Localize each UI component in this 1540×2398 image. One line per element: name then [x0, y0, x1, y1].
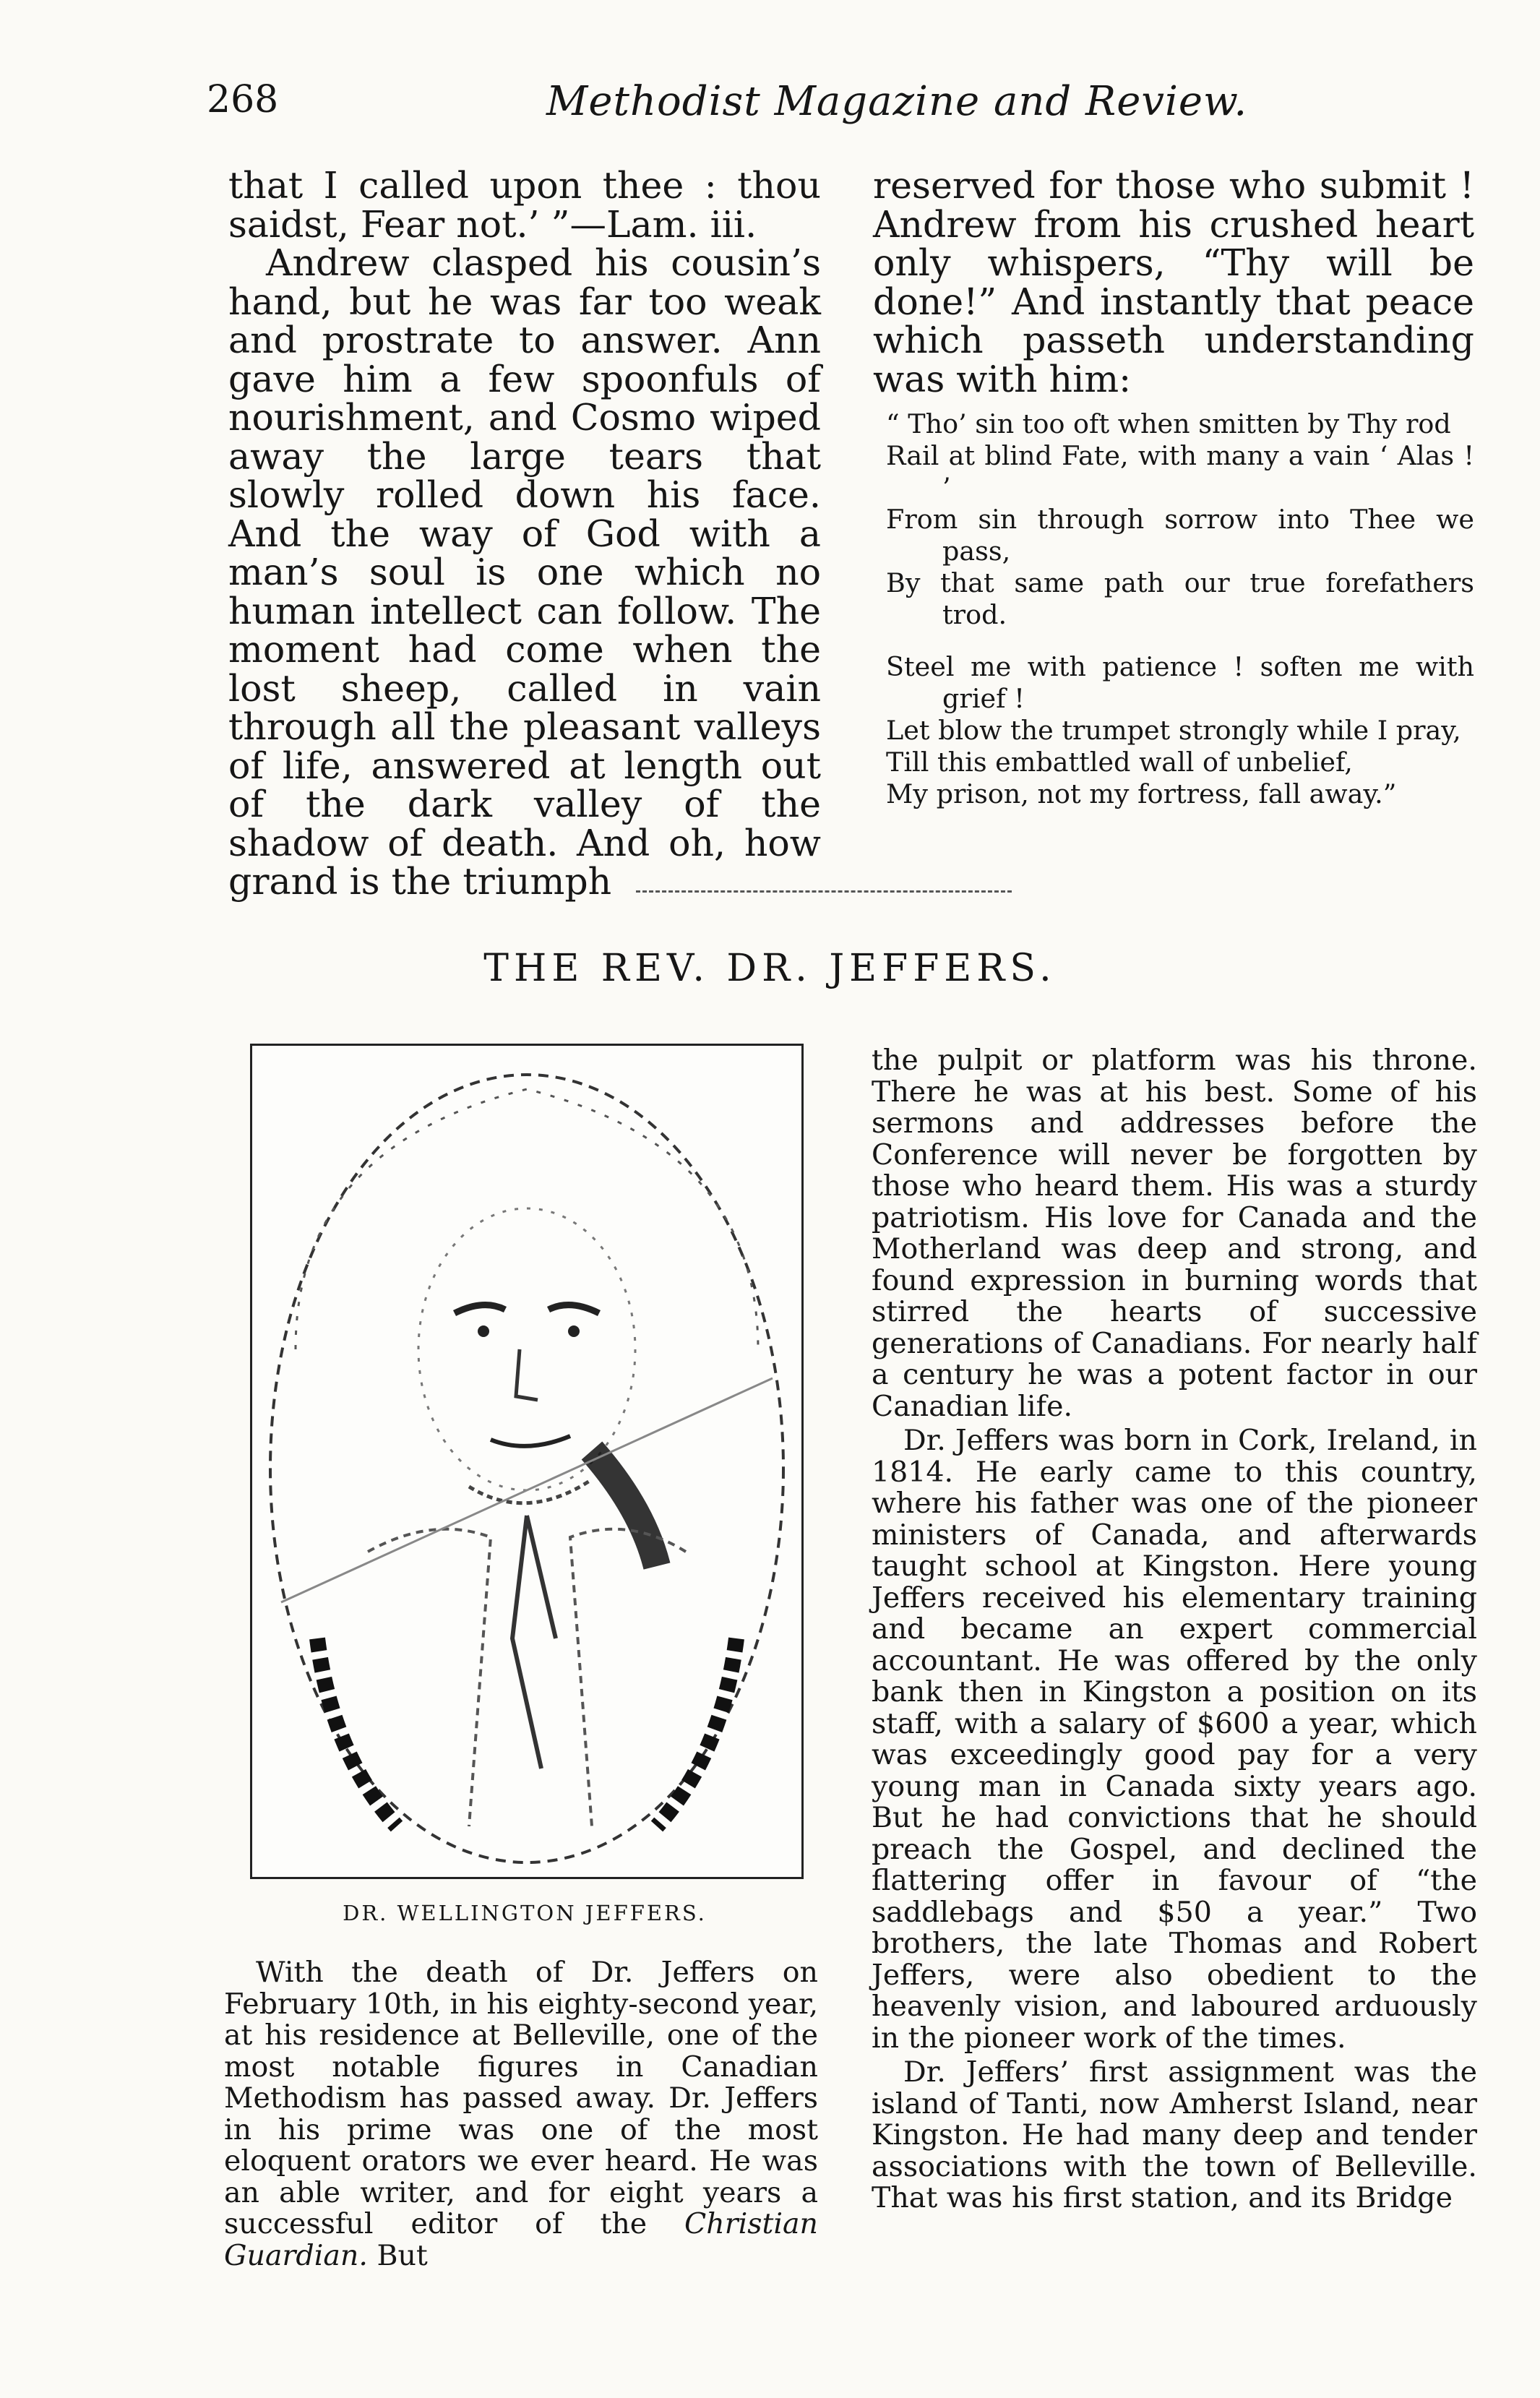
poem-line: Steel me with patience ! soften me with grief ! — [886, 651, 1474, 714]
poem — [873, 408, 1474, 810]
story-paragraph: reserved for those who submit ! Andrew from his crushed heart only whispers, “Thy will be done!” And instantly that peace which passeth understanding was with him: — [873, 164, 1474, 400]
lower-left-column — [224, 1957, 818, 2272]
poem-line: Rail at blind Fate, with many a vain ‘ Alas ! ’ — [886, 440, 1474, 503]
upper-right-column — [873, 166, 1474, 830]
newspaper-title: Christian Guardian. — [224, 2207, 818, 2272]
poem-line: Let blow the trumpet strongly while I pray, — [886, 715, 1461, 746]
text-run: With the death of Dr. Jeffers on February 10th, in his eighty-second year, at his residence at Belleville, one of the most notable figures in Canadian Methodism has passed away. Dr. Jeffers in his prime was one of the most eloquent orators we ever heard. He was an able writer, and for eight years a successful editor of the — [224, 1956, 818, 2240]
poem-line: Till this embattled wall of unbelief, — [886, 747, 1353, 778]
portrait-caption: DR. WELLINGTON JEFFERS. — [343, 1901, 707, 1925]
article-paragraph: Dr. Jeffers was born in Cork, Ireland, in 1814. He early came to this country, where his father was one of the pioneer ministers of Canada, and afterwards taught school at Kingston. Here young Jeffers received his elementary training and became an expert commercial accountant. He was offered by the only bank then in Kingston a position on its staff, with a salary of $600 a year, which was exceedingly good pay for a very young man in Canada sixty years ago. But he had convictions that he should preach the Gospel, and declined the flattering offer in favour of “the saddlebags and $50 a year.” Two brothers, the late Thomas and Robert Jeffers, were also obedient to the heavenly vision, and laboured arduously in the pioneer work of the times. — [872, 1424, 1477, 2055]
poem-line: “ Tho’ sin too oft when smitten by Thy rod — [886, 408, 1451, 439]
poem-stanza — [873, 408, 1474, 631]
running-title: Methodist Magazine and Review. — [546, 78, 1248, 125]
article-title: THE REV. DR. JEFFERS. — [483, 947, 1057, 990]
story-paragraph: Andrew clasped his cousin’s hand, but he was far too weak and prostrate to answer. Ann gave him a few spoonfuls of nourishment, and Cosmo wiped away the large tears that slowly rolled down his face. And the way of God with a man’s soul is one which no human intellect can follow. The moment had come when the lost sheep, called in vain through all the pleasant valleys of life, answered at length out of the dark valley of the shadow of death. And oh, how grand is the triumph — [228, 241, 821, 903]
story-paragraph: that I called upon thee : thou saidst, Fear not.’ ”—Lam. iii. — [228, 164, 821, 246]
portrait-engraving — [252, 1046, 801, 1877]
page-number: 268 — [207, 78, 279, 121]
portrait-photo — [250, 1044, 804, 1879]
section-divider — [636, 890, 1012, 893]
article-paragraph: the pulpit or platform was his throne. There he was at his best. Some of his sermons and addresses before the Conference will never be forgotten by those who heard them. His was a sturdy patriotism. His love for Canada and the Motherland was deep and strong, and found expression in burning words that stirred the hearts of successive generations of Canadians. For nearly half a century he was a potent factor in our Canadian life. — [872, 1044, 1477, 1423]
poem-line: From sin through sorrow into Thee we pass, — [886, 504, 1474, 567]
upper-left-column — [228, 166, 821, 901]
article-paragraph — [224, 1957, 818, 2272]
lower-right-column — [872, 1045, 1477, 2214]
text-run: But — [367, 2238, 428, 2272]
poem-line: By that same path our true forefathers trod. — [886, 567, 1474, 630]
poem-line: My prison, not my fortress, fall away.” — [886, 778, 1397, 809]
poem-stanza — [873, 651, 1474, 810]
page-header — [207, 78, 1479, 129]
article-paragraph: Dr. Jeffers’ first assignment was the island of Tanti, now Amherst Island, near Kingston. He had many deep and tender associations with the town of Belleville. That was his first station, and its Bridge — [872, 2055, 1477, 2214]
